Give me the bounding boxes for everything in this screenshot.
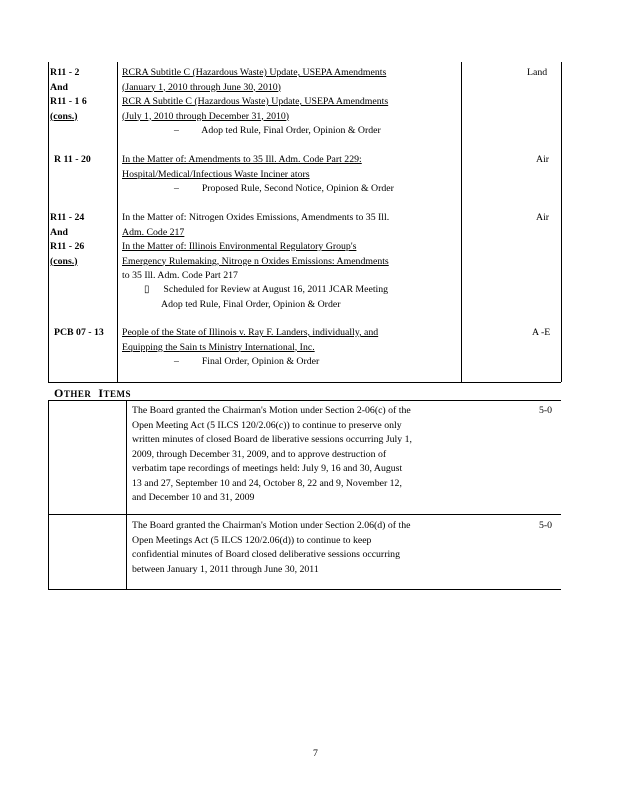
case-result: Air — [536, 212, 550, 223]
case-result: Land — [527, 67, 548, 78]
case-action: – Final Order, Opinion & Order — [174, 356, 320, 367]
item-text: The Board granted the Chairman's Motion under Section 2.06(d) of the Open Meetings Act (5 ILCS 120/2.06(d)) to continue to keep confidential minutes of Board closed deliberative sessions occurring between January 1, 2011 through June 30, 2011 — [132, 520, 411, 575]
case-action: – Proposed Rule, Second Notice, Opinion & Order — [174, 183, 394, 194]
case-title: In the Matter of: Amendments to 35 Ill. Adm. Code Part 229: Hospital/Medical/Infectious Waste Inciner ators — [122, 154, 362, 180]
vote-result: 5-0 — [539, 520, 553, 531]
other-items-col-divider — [126, 400, 127, 589]
top-table-col-divider-2 — [461, 62, 462, 382]
docket-number: R11 - 2 And R11 - 1 6 (cons.) — [50, 67, 87, 122]
vote-result: 5-0 — [539, 405, 553, 416]
case-title: People of the State of Illinois v. Ray F. Landers, individually, and Equipping the Sain ts Ministry International, Inc. — [122, 327, 379, 353]
case-result: A -E — [532, 327, 551, 338]
page-number: 7 — [313, 748, 318, 759]
top-table-right-border — [561, 62, 562, 382]
top-table-col-divider — [117, 62, 118, 382]
top-table-bottom-border — [48, 382, 561, 383]
docket-number: R 11 - 20 — [54, 154, 91, 165]
case-action: – Adop ted Rule, Final Order, Opinion & Order — [174, 125, 381, 136]
case-title: In the Matter of: Nitrogen Oxides Emissions, Amendments to 35 Ill. Adm. Code 217 In the Matter of: Illinois Environmental Regulatory Group's Emergency Rulemaking, Nitroge n Oxides Emissions: Amendments to 35 Ill. Adm. Code Part 217 — [122, 212, 390, 281]
docket-number: PCB 07 - 13 — [54, 327, 104, 338]
case-title: RCRA Subtitle C (Hazardous Waste) Update, USEPA Amendments (January 1, 2010 through June 30, 2010) RCR A Subtitle C (Hazardous Waste) Update, USEPA Amendments (July 1, 2010 through December 31, 2010) — [122, 67, 389, 122]
checkbox-icon: ▯ — [144, 284, 150, 295]
section-heading-other-items: OTHER ITEMS — [54, 386, 132, 400]
other-items-left-border — [48, 400, 49, 589]
docket-number: R11 - 24 And R11 - 26 (cons.) — [50, 212, 85, 267]
item-text: The Board granted the Chairman's Motion under Section 2-06(c) of the Open Meeting Act (5 ILCS 120/2.06(c)) to continue to preserve only written minutes of closed Board de liberative sessions occurring July 1, 2009, through December 31, 2009, and to approve destruction of verbatim tape recordings of meetings held: July 9, 16 and 30, August 13 and 27, September 10 and 24, October 8, 22 and 9, November 12, and December 10 and 31, 2009 — [132, 405, 412, 503]
other-items-row-divider — [48, 514, 561, 515]
other-items-bottom-border — [48, 589, 561, 590]
case-result: Air — [536, 154, 550, 165]
top-table-left-border — [48, 62, 49, 382]
other-items-top-border — [48, 400, 561, 401]
case-action: ▯ Scheduled for Review at August 16, 2011 JCAR Meeting Adop ted Rule, Final Order, Opinion & Order — [144, 284, 389, 310]
